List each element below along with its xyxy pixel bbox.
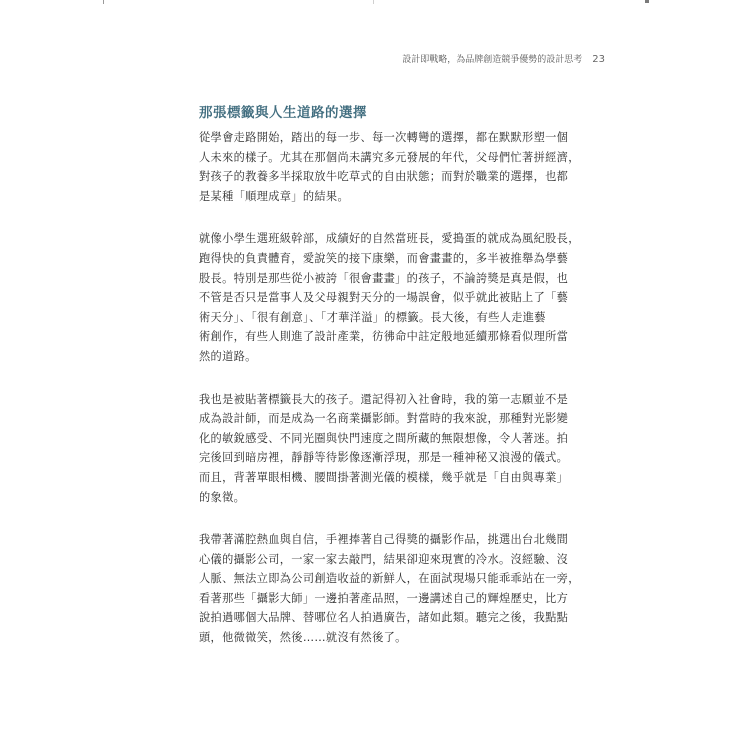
text-line: 對孩子的教養多半採取放牛吃草式的自由狀態；而對於職業的選擇，也都 — [199, 170, 569, 184]
text-line: 我也是被貼著標籤長大的孩子。還記得初入社會時，我的第一志願並不是 — [199, 392, 569, 406]
text-line: 從學會走路開始，踏出的每一步、每一次轉彎的選擇，都在默默形塑一個 — [199, 131, 569, 144]
text-line: 術天分」、「很有創意」、「才華洋溢」的標籤。長大後，有些人走進藝 — [199, 310, 546, 324]
crop-mark-left — [103, 0, 104, 4]
running-header — [300, 52, 605, 65]
text-line: 不管是否只是當事人及父母親對天分的一場誤會，似乎就此被貼上了「藝 — [199, 291, 569, 305]
text-line: 頭，他微微笑，然後……就沒有然後了。 — [199, 631, 407, 645]
crop-mark-center — [373, 0, 374, 4]
paragraph — [199, 390, 582, 508]
text-line: 心儀的攝影公司，一家一家去敲門，結果卻迎來現實的冷水。沒經驗、沒 — [199, 552, 569, 566]
text-line: 完後回到暗房裡，靜靜等待影像逐漸浮現，那是一種神秘又浪漫的儀式。 — [199, 451, 569, 465]
text-line: 是某種「順理成章」的結果。 — [199, 189, 349, 203]
text-line: 人脈、無法立即為公司創造收益的新鮮人，在面試現場只能乖乖站在一旁， — [199, 572, 580, 586]
crop-mark-right — [645, 0, 649, 3]
text-line: 看著那些「攝影大師」一邊拍著產品照，一邊講述自己的輝煌歷史，比方 — [199, 591, 569, 605]
text-line: 的象徵。 — [199, 490, 246, 504]
text-line: 股長。特別是那些從小被誇「很會畫畫」的孩子，不論誇獎是真是假，也 — [199, 271, 569, 285]
text-line: 成為設計師，而是成為一名商業攝影師。對當時的我來說，那種對光影變 — [199, 412, 569, 426]
text-line: 然的道路。 — [199, 349, 257, 363]
text-line: 我帶著滿腔熱血與自信，手裡捧著自己得獎的攝影作品，挑選出台北幾間 — [199, 533, 569, 547]
page-number: 23 — [592, 54, 605, 65]
text-line: 而且，背著單眼相機、腰間掛著測光儀的模樣，幾乎就是「自由與專業」 — [199, 470, 569, 484]
text-line: 人未來的樣子。尤其在那個尚未講究多元發展的年代，父母們忙著拼經濟， — [199, 150, 580, 164]
paragraph — [199, 229, 582, 366]
body-text — [199, 128, 582, 671]
text-line: 術創作，有些人則進了設計產業，彷彿命中註定般地延續那條看似理所當 — [199, 330, 569, 344]
text-line: 說拍過哪個大品牌、替哪位名人拍過廣告，諸如此類。聽完之後，我點點 — [199, 611, 569, 625]
text-line: 化的敏銳感受、不同光圈與快門速度之間所藏的無限想像，令人著迷。拍 — [199, 431, 569, 445]
paragraph — [199, 530, 582, 648]
text-line: 就像小學生選班級幹部，成績好的自然當班長，愛搗蛋的就成為風紀股長， — [199, 232, 580, 246]
text-line: 跑得快的負責體育，愛說笑的接下康樂，而會畫畫的，多半被推舉為學藝 — [199, 251, 569, 265]
running-header-title: 設計即戰略，為品牌創造競爭優勢的設計思考 — [402, 55, 583, 65]
paragraph — [199, 128, 582, 206]
section-title: 那張標籤與人生道路的選擇 — [199, 105, 367, 121]
